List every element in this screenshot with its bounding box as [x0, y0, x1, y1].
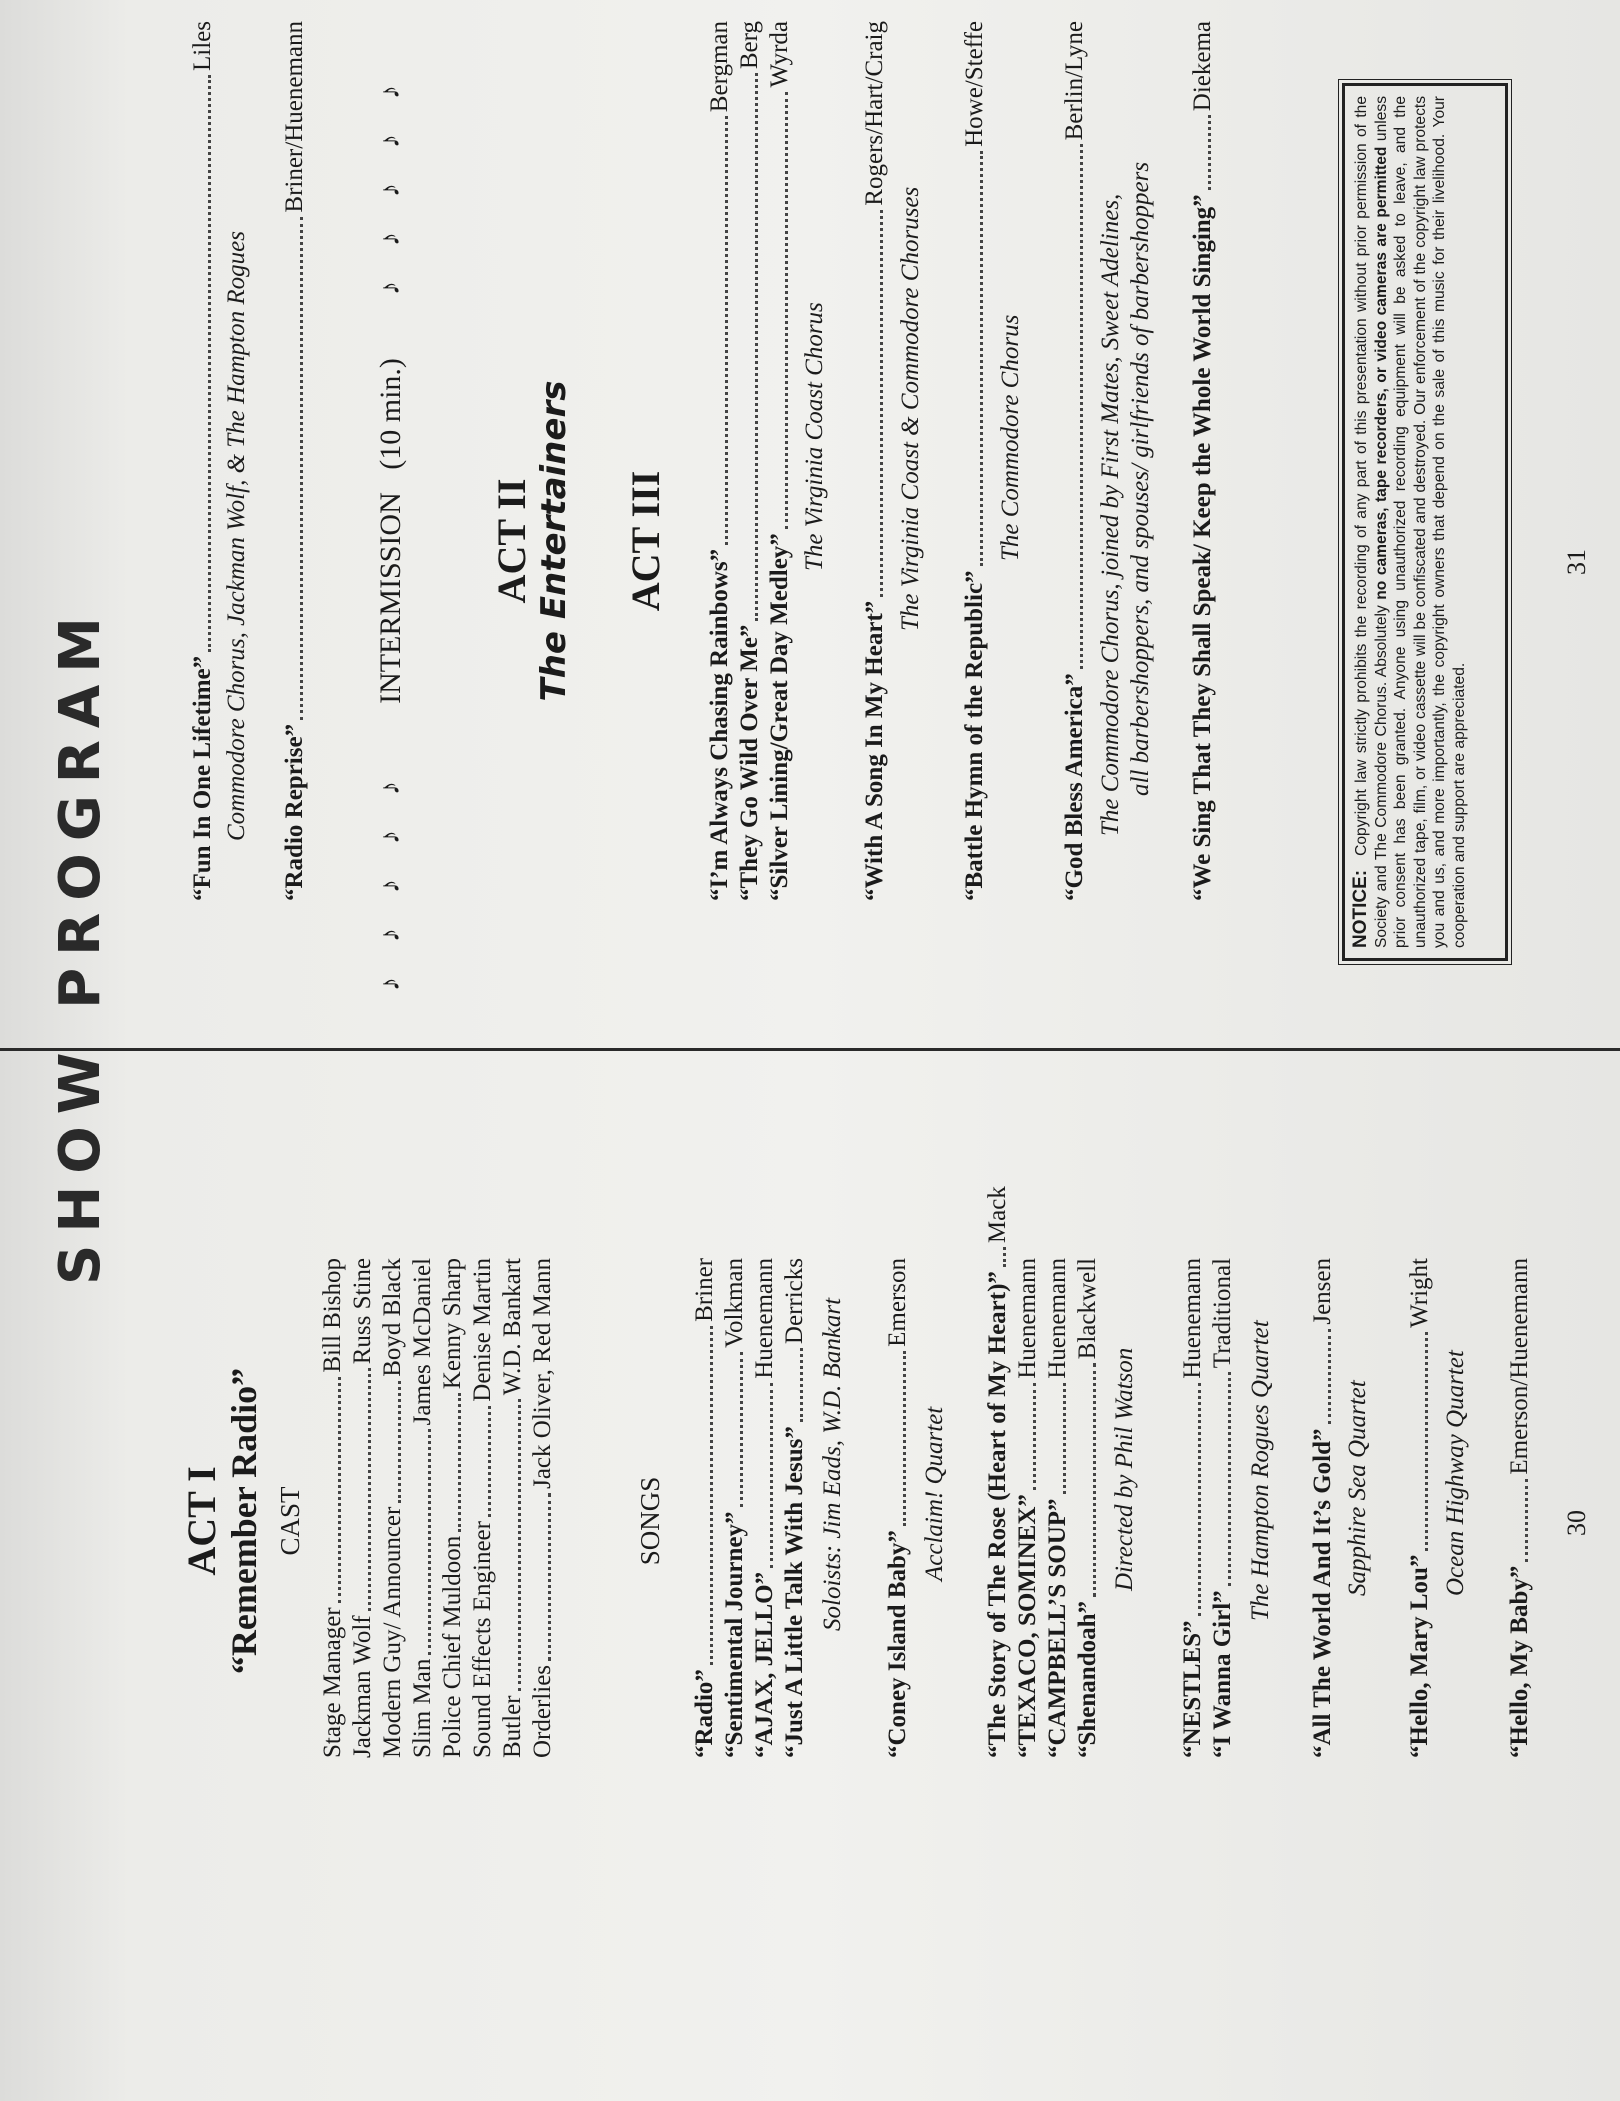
leader-dots: [770, 1383, 773, 1568]
rogues-note: The Hampton Rogues Quartet: [1247, 1320, 1274, 1621]
god-bless-note-2: all barbershoppers, and spouses/ girlfriends of barbershoppers: [1127, 161, 1154, 796]
leader-dots: [903, 1351, 906, 1526]
leader-dots: [488, 1406, 491, 1517]
song-composer: Huenemann: [751, 1258, 778, 1379]
song-row: [188, 21, 218, 901]
song-composer: Huenemann: [1044, 1258, 1071, 1379]
cast-role: Sound Effects Engineer: [469, 1521, 496, 1758]
cast-actor: Denise Martin: [469, 1258, 496, 1402]
act3-heading: [624, 91, 668, 991]
leader-dots: [800, 1348, 803, 1422]
sapphire-note: Sapphire Sea Quartet: [1344, 1380, 1371, 1596]
cast-role: Slim Man: [409, 1658, 436, 1758]
cast-label: CAST: [275, 1486, 305, 1556]
song-composer: Diekema: [1189, 21, 1216, 112]
song-composer: Emerson/Huenemann: [1506, 1258, 1533, 1475]
song-row: [1013, 1258, 1043, 1758]
music-note-icon: ♪ ♪ ♪ ♪ ♪: [375, 71, 406, 296]
leader-dots: [1198, 1383, 1201, 1617]
intermission-line: [374, 71, 408, 991]
song-row: [735, 21, 765, 901]
song-title: “I Wanna Girl”: [1209, 1590, 1236, 1758]
leader-dots: [548, 1493, 551, 1661]
song-composer: Briner/Huenemann: [281, 21, 308, 213]
notice-label: NOTICE:: [1350, 869, 1371, 948]
leader-dots: [1525, 1479, 1528, 1562]
song-title: “Silver Lining/Great Day Medley”: [766, 533, 793, 901]
song-title: “TEXACO, SOMINEX”: [1014, 1494, 1041, 1758]
song-composer: Volkman: [721, 1258, 748, 1348]
act2-subtitle: The Entertainers: [534, 380, 574, 702]
cast-row: [378, 1258, 408, 1758]
song-row: [720, 1258, 750, 1758]
song-composer: Rogers/Hart/Craig: [861, 21, 888, 206]
cast-row: [348, 1258, 378, 1758]
fun-note: Commodore Chorus, Jackman Wolf, & The Hampton Rogues: [223, 231, 250, 841]
song-row: [1505, 1258, 1535, 1758]
song-composer: Mack: [984, 1186, 1011, 1244]
cast-row: [318, 1258, 348, 1758]
commodore-note: The Commodore Chorus: [997, 314, 1024, 561]
song-title: “The Story of The Rose (Heart of My Heart)”: [984, 1271, 1011, 1758]
song-title: “I’m Always Chasing Rainbows”: [706, 548, 733, 901]
song-row: [765, 21, 795, 901]
song-row: [690, 1258, 720, 1758]
leader-dots: [740, 1352, 743, 1508]
song-row: [1308, 1258, 1338, 1758]
cast-row: [438, 1258, 468, 1758]
song-row: [1178, 1258, 1208, 1758]
act2-name: ACT II: [489, 478, 534, 604]
leader-dots: [785, 92, 788, 530]
cast-row: [468, 1258, 498, 1758]
songs-label: SONGS: [635, 1476, 665, 1566]
cast-role: Jackman Wolf: [349, 1615, 376, 1758]
song-title: “Just A Little Talk With Jesus”: [781, 1426, 808, 1758]
cast-row: [408, 1258, 438, 1758]
leader-dots: [458, 1393, 461, 1532]
song-title: “Shenandoah”: [1074, 1600, 1101, 1758]
song-composer: Derricks: [781, 1258, 808, 1345]
leader-dots: [208, 75, 211, 652]
leader-dots: [1063, 1383, 1066, 1495]
leader-dots: [428, 1429, 431, 1654]
song-row: [1405, 1258, 1435, 1758]
song-composer: Huenemann: [1014, 1258, 1041, 1379]
song-composer: Emerson: [884, 1258, 911, 1347]
song-row: [780, 1258, 810, 1758]
cast-role: Stage Manager: [319, 1607, 346, 1758]
cast-role: Modern Guy/ Announcer: [379, 1506, 406, 1758]
song-title: “NESTLES”: [1179, 1620, 1206, 1758]
soloists-note: Soloists: Jim Eads, W.D. Bankart: [819, 1297, 846, 1631]
intermission-label: INTERMISSION: [374, 492, 407, 704]
god-bless-note-1: The Commodore Chorus, joined by First Mates, Sweet Adelines,: [1097, 193, 1124, 836]
notice-text-2: unless prior consent has been granted. Anyone using unauthorized recording equipment will be asked to leave, and the unauthorized tape, film, or video cassette will be confiscated and destroyed. Our enforcement of the copyright law protects you and us, and more importantly, the copyright owners that depend on the sale of this music for their livelihood. Your cooperation and support are appreciated.: [1372, 96, 1468, 948]
song-composer: Berlin/Lyne: [1061, 21, 1088, 141]
song-composer: Blackwell: [1074, 1258, 1101, 1360]
song-title: “God Bless America”: [1061, 673, 1088, 901]
song-row: [1043, 1258, 1073, 1758]
song-composer: Briner: [691, 1258, 718, 1322]
leader-dots: [518, 1399, 521, 1691]
act1-heading: [180, 1241, 264, 1801]
song-composer: Jensen: [1309, 1258, 1336, 1325]
leader-dots: [710, 1326, 713, 1665]
leader-dots: [1228, 1372, 1231, 1586]
show-program-title: SHOW PROGRAM: [48, 605, 113, 1285]
song-title: “All The World And It’s Gold”: [1309, 1428, 1336, 1758]
song-row: [1060, 21, 1090, 901]
song-title: “Radio”: [691, 1669, 718, 1758]
song-title: “Radio Reprise”: [281, 723, 308, 901]
song-composer: Huenemann: [1179, 1258, 1206, 1379]
song-composer: Bergman: [706, 21, 733, 113]
music-note-icon: ♪ ♪ ♪ ♪ ♪: [375, 767, 406, 991]
act1-subtitle: “Remember Radio”: [224, 1367, 264, 1675]
song-composer: Liles: [189, 21, 216, 71]
song-title: “Hello, Mary Lou”: [1406, 1554, 1433, 1758]
leader-dots: [338, 1377, 341, 1604]
song-title: “Battle Hymn of the Republic”: [961, 570, 988, 901]
song-row: [750, 1258, 780, 1758]
act2-heading: [490, 91, 574, 991]
song-row: [280, 21, 310, 901]
song-title: “Hello, My Baby”: [1506, 1565, 1533, 1758]
cast-actor: Jack Oliver, Red Mann: [529, 1258, 556, 1489]
leader-dots: [1208, 115, 1211, 190]
leader-dots: [1080, 144, 1083, 669]
leader-dots: [398, 1381, 401, 1503]
cast-actor: Russ Stine: [349, 1258, 376, 1365]
page-number-30: 30: [1562, 1510, 1591, 1536]
leader-dots: [300, 217, 303, 720]
song-row: [883, 1258, 913, 1758]
leader-dots: [980, 151, 983, 567]
song-title: “Fun In One Lifetime”: [189, 655, 216, 901]
song-composer: Howe/Steffe: [961, 21, 988, 147]
act3-name: ACT III: [623, 470, 668, 612]
song-title: “With A Song In My Heart”: [861, 600, 888, 901]
leader-dots: [1093, 1363, 1096, 1597]
song-row: [1188, 21, 1218, 901]
leader-dots: [755, 73, 758, 620]
cast-role: Butler: [499, 1695, 526, 1758]
song-row: [860, 21, 890, 901]
intermission-text: [374, 358, 408, 704]
cast-actor: W.D. Bankart: [499, 1258, 526, 1396]
leader-dots: [725, 116, 728, 545]
song-composer: Traditional: [1209, 1258, 1236, 1369]
song-row: [1073, 1258, 1103, 1758]
song-title: “AJAX, JELLO”: [751, 1571, 778, 1758]
intermission-duration: (10 min.): [374, 358, 407, 470]
song-title: “We Sing That They Shall Speak/ Keep the Whole World Singing”: [1189, 194, 1216, 901]
song-composer: Wright: [1406, 1258, 1433, 1328]
cast-role: Orderlies: [529, 1664, 556, 1758]
directed-note: Directed by Phil Watson: [1111, 1347, 1138, 1591]
leader-dots: [1033, 1383, 1036, 1490]
cast-actor: Kenny Sharp: [439, 1258, 466, 1390]
ocean-note: Ocean Highway Quartet: [1442, 1350, 1469, 1596]
song-row: [1208, 1258, 1238, 1758]
cast-row: [498, 1258, 528, 1758]
song-title: “Coney Island Baby”: [884, 1530, 911, 1758]
song-title: “They Go Wild Over Me”: [736, 624, 763, 901]
cast-actor: Bill Bishop: [319, 1258, 346, 1373]
leader-dots: [880, 210, 883, 597]
leader-dots: [1003, 1247, 1006, 1267]
notice-bold-text: no cameras, tape recorders, or video cameras are permitted: [1372, 146, 1390, 600]
vcc-commodore-note: The Virginia Coast & Commodore Choruses: [897, 186, 924, 631]
page-number-31: 31: [1562, 549, 1591, 575]
song-row: [705, 21, 735, 901]
notice-text-1: Copyright law strictly prohibits the recording of any part of this presentation without prior permission of the Society and The Commodore Chorus. Absolutely: [1353, 96, 1390, 948]
song-row: [960, 21, 990, 901]
song-composer: Wyrda: [766, 21, 793, 88]
song-title: “Sentimental Journey”: [721, 1511, 748, 1758]
leader-dots: [1425, 1332, 1428, 1551]
song-row: [983, 1186, 1013, 1758]
vcc-note: The Virginia Coast Chorus: [801, 302, 828, 571]
act1-name: ACT I: [179, 1466, 224, 1576]
copyright-notice: [1342, 83, 1508, 961]
song-title: “CAMPBELL’S SOUP”: [1044, 1498, 1071, 1758]
song-composer: Berg: [736, 21, 763, 70]
acclaim-note: Acclaim! Quartet: [921, 1406, 948, 1581]
cast-role: Police Chief Muldoon: [439, 1535, 466, 1758]
cast-row: [528, 1258, 558, 1758]
cast-actor: Boyd Black: [379, 1258, 406, 1377]
leader-dots: [1328, 1329, 1331, 1425]
cast-actor: James McDaniel: [409, 1258, 436, 1426]
leader-dots: [368, 1368, 371, 1611]
